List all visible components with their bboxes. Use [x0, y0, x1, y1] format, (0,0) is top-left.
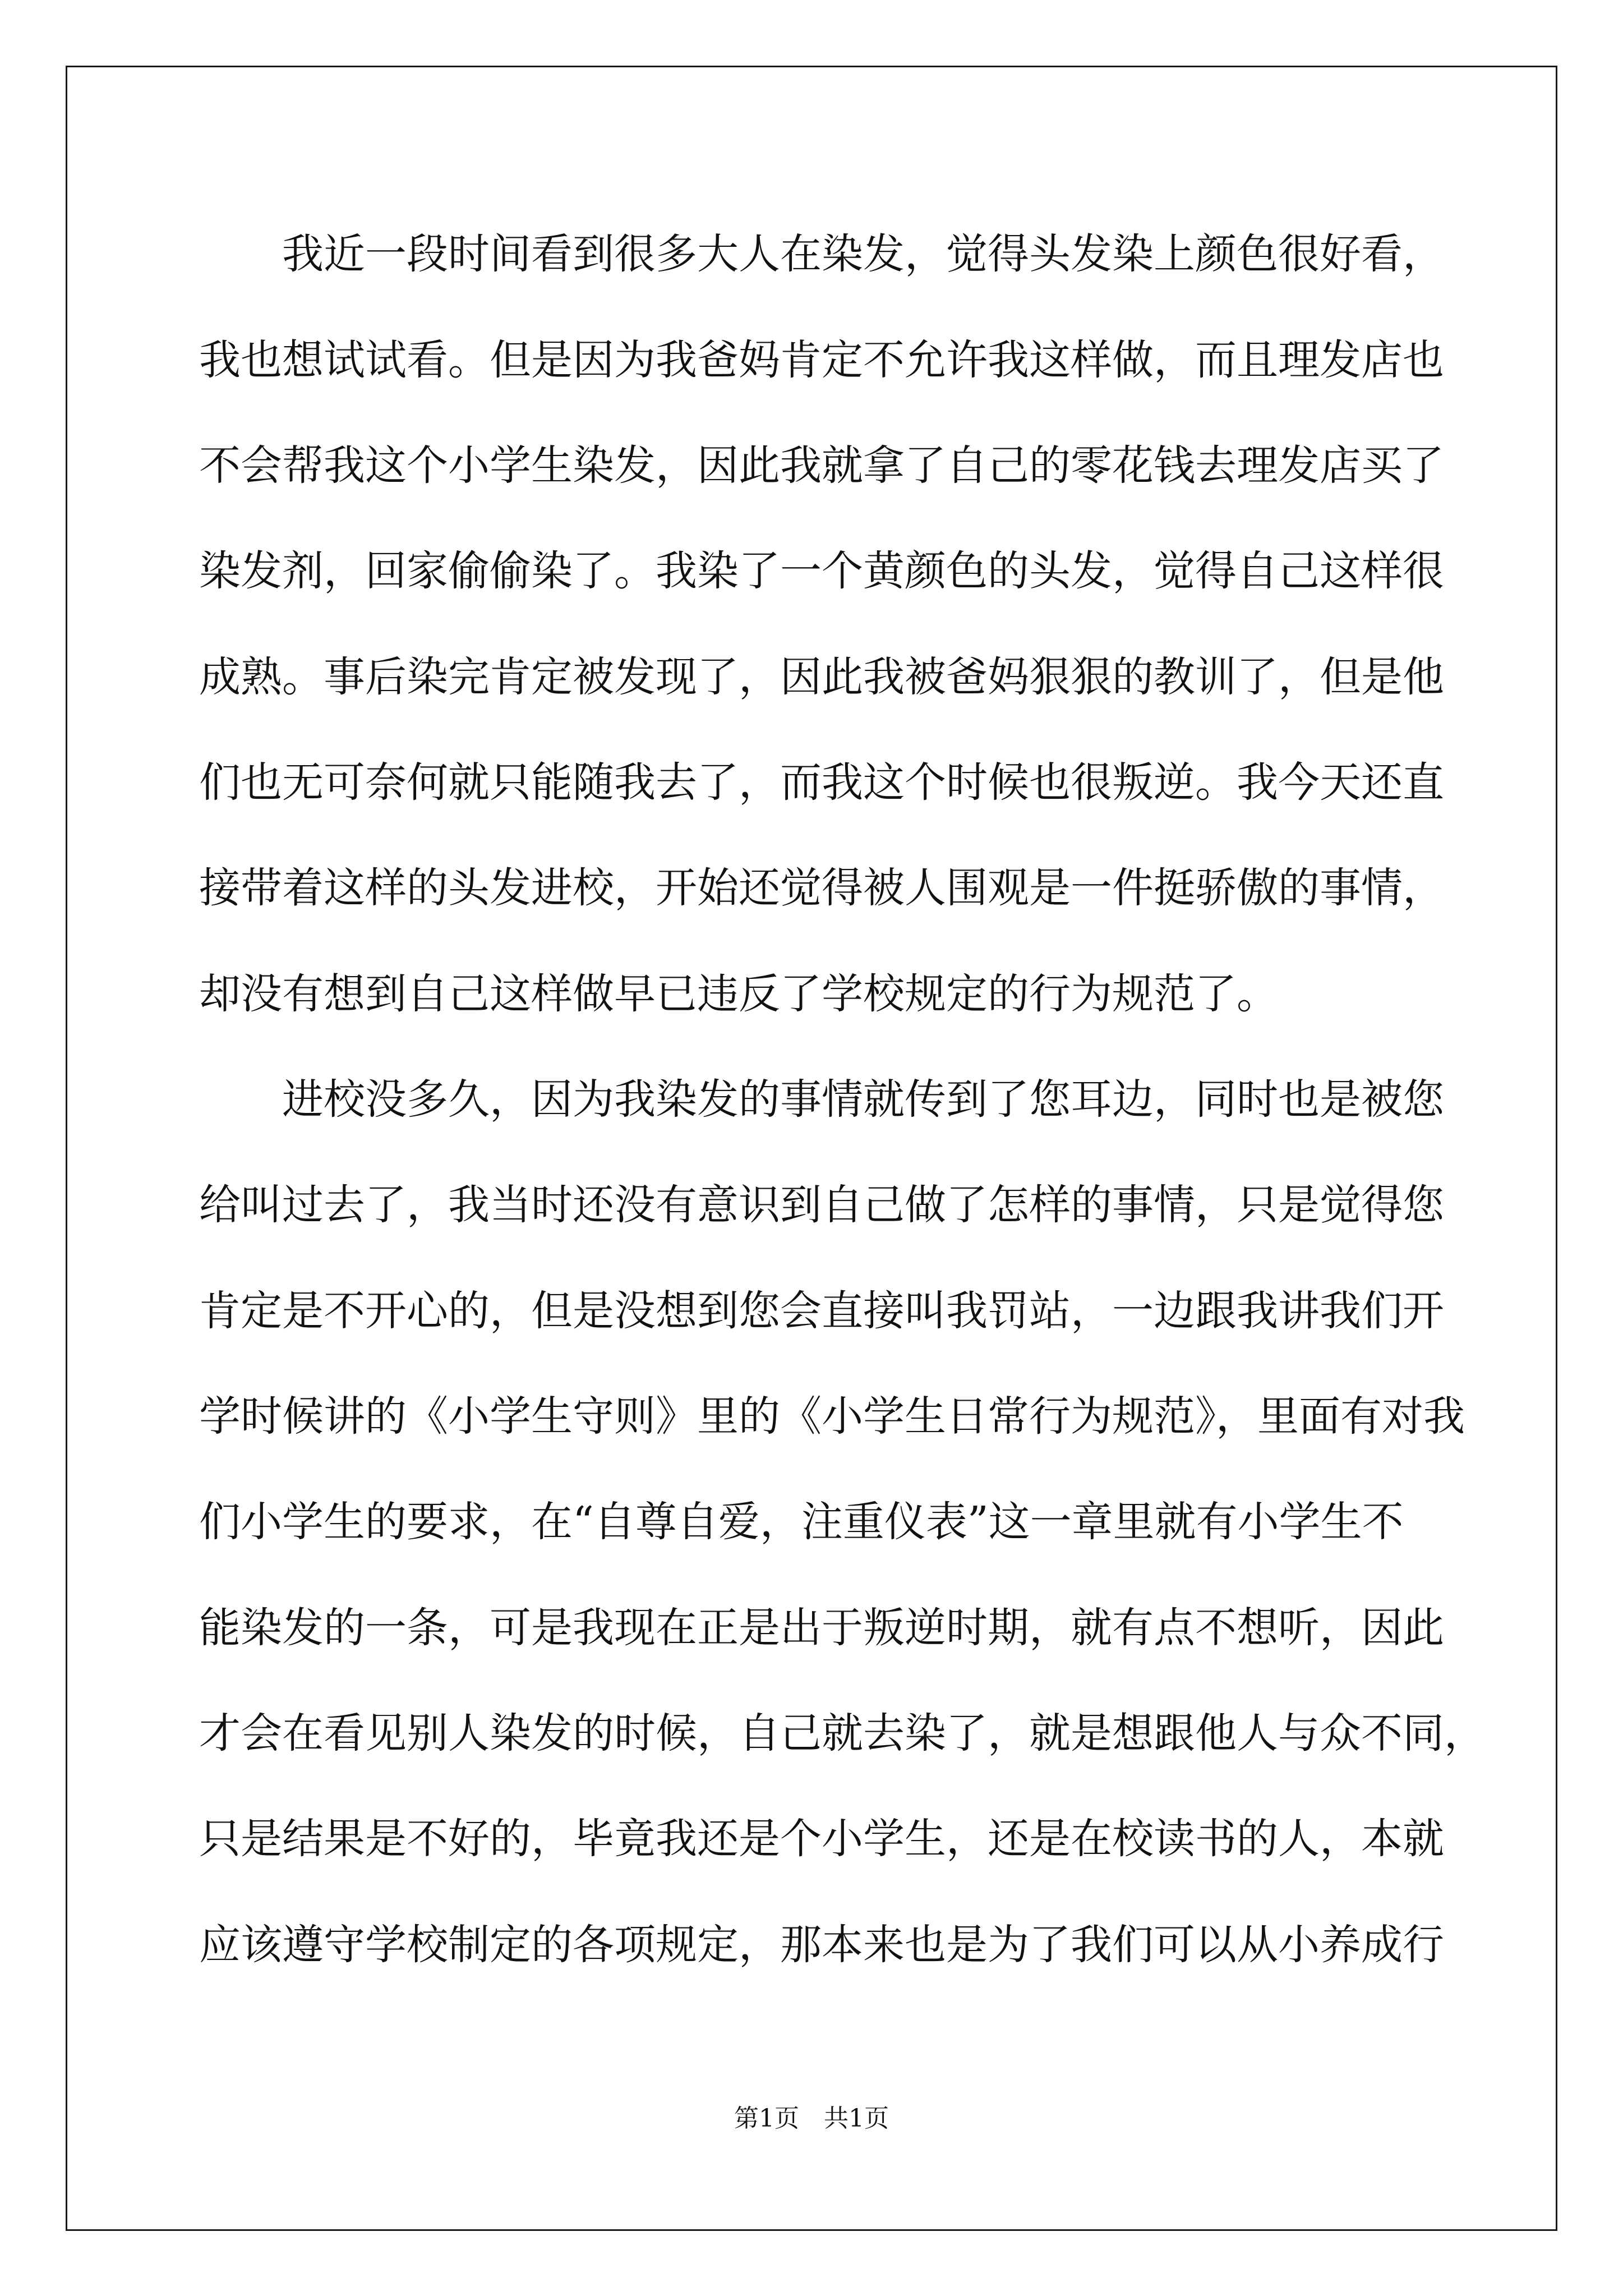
text-line: 能染发的一条，可是我现在正是出于叛逆时期，就有点不想听，因此 [199, 1604, 1444, 1652]
page-number-footer: 第1页 共1页 [734, 2104, 889, 2133]
text-line: 进校没多久，因为我染发的事情就传到了您耳边，同时也是被您 [199, 1075, 1444, 1124]
text-line: 却没有想到自己这样做早已违反了学校规定的行为规范了。 [199, 970, 1278, 1018]
text-line: 应该遵守学校制定的各项规定，那本来也是为了我们可以从小养成行 [199, 1921, 1444, 1969]
text-line: 们小学生的要求，在“自尊自爱，注重仪表”这一章里就有小学生不 [199, 1498, 1404, 1546]
text-line: 接带着这样的头发进校，开始还觉得被人围观是一件挺骄傲的事情， [199, 864, 1444, 912]
text-line: 染发剂，回家偷偷染了。我染了一个黄颜色的头发，觉得自己这样很 [199, 547, 1444, 595]
text-line: 给叫过去了，我当时还没有意识到自己做了怎样的事情，只是觉得您 [199, 1181, 1444, 1229]
text-line: 只是结果是不好的，毕竟我还是个小学生，还是在校读书的人，本就 [199, 1815, 1444, 1863]
page-border [66, 66, 1557, 2231]
text-line: 不会帮我这个小学生染发，因此我就拿了自己的零花钱去理发店买了 [199, 441, 1444, 490]
text-line: 我也想试试看。但是因为我爸妈肯定不允许我这样做，而且理发店也 [199, 336, 1444, 384]
text-line: 我近一段时间看到很多大人在染发，觉得头发染上颜色很好看， [199, 230, 1444, 278]
text-line: 们也无可奈何就只能随我去了，而我这个时候也很叛逆。我今天还直 [199, 758, 1444, 807]
text-line: 才会在看见别人染发的时候，自己就去染了，就是想跟他人与众不同， [199, 1709, 1486, 1757]
text-line: 肯定是不开心的，但是没想到您会直接叫我罚站，一边跟我讲我们开 [199, 1287, 1444, 1335]
text-line: 成熟。事后染完肯定被发现了，因此我被爸妈狠狠的教训了，但是他 [199, 653, 1444, 701]
text-line: 学时候讲的《小学生守则》里的《小学生日常行为规范》，里面有对我 [199, 1392, 1465, 1441]
